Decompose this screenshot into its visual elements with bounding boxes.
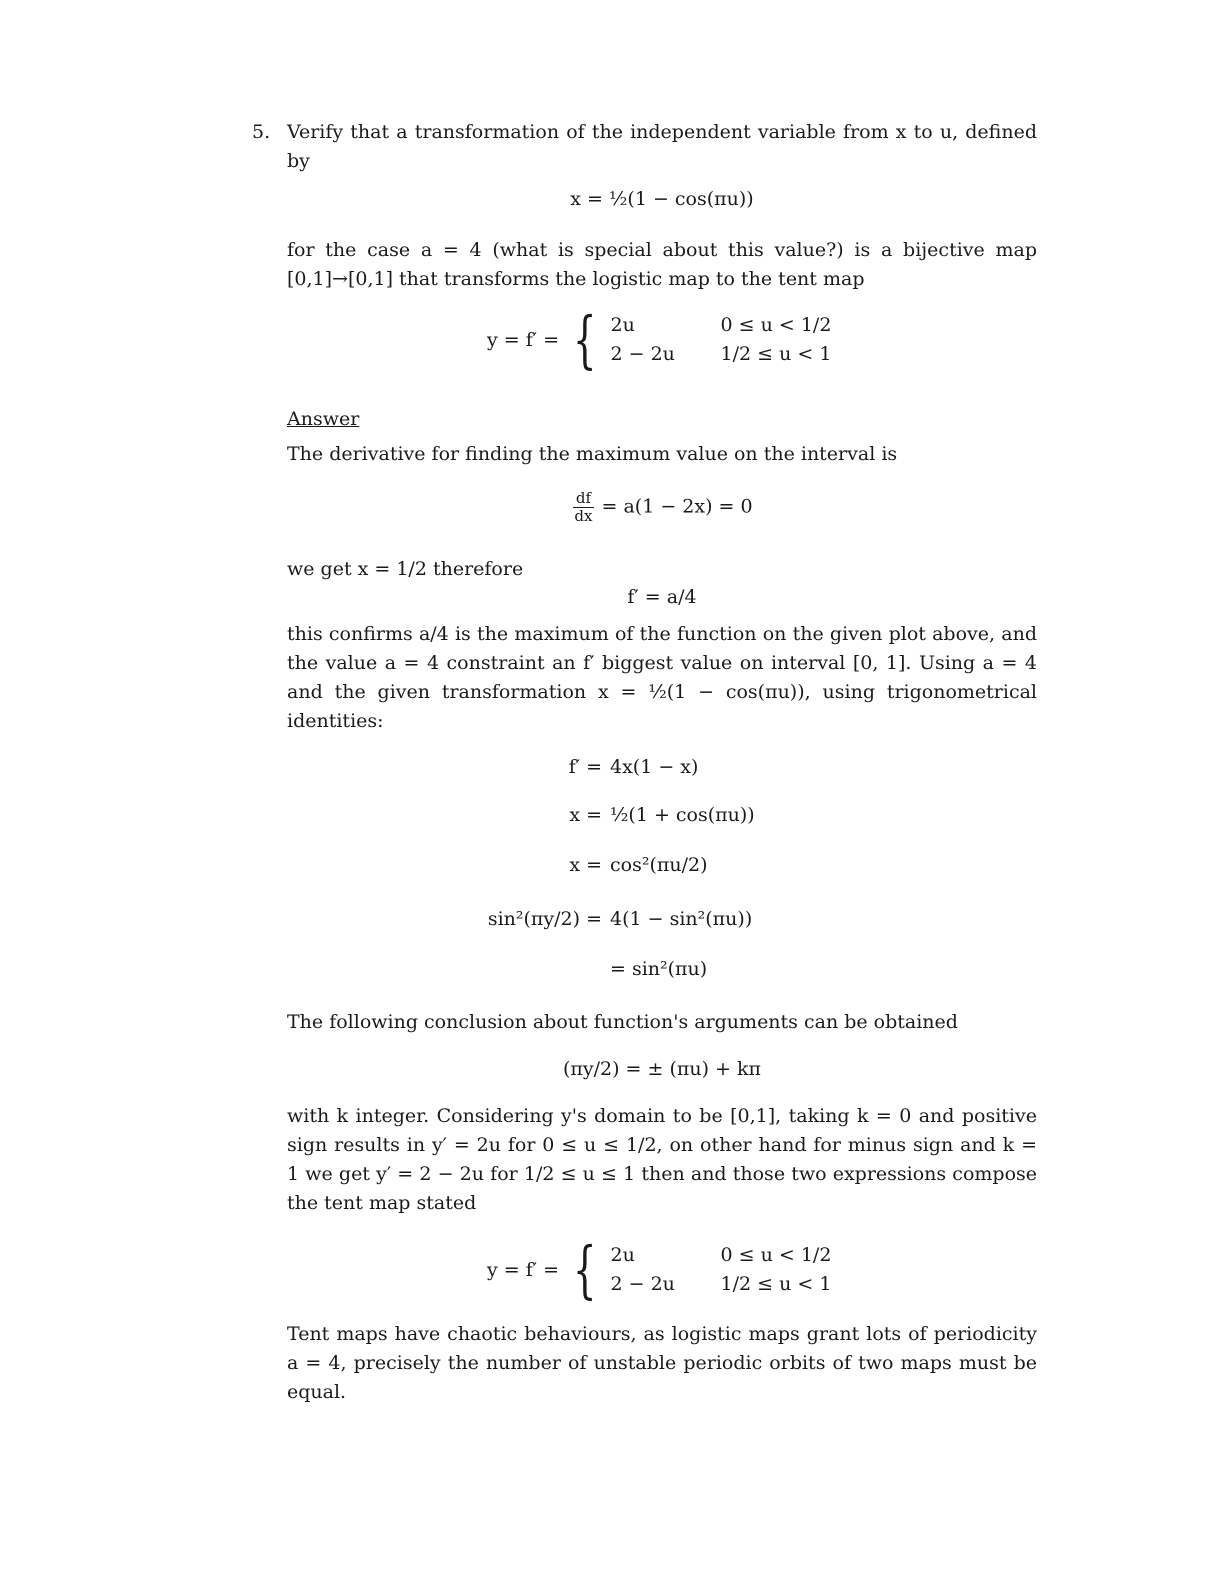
- derivation-row: f′ = 4x(1 − x): [568, 755, 699, 778]
- answer-paragraph-3: this confirms a/4 is the maximum of the function on the given plot above, and the value a = 4 constraint an f′ biggest value on interval [0, 1]. Using a = 4 and the given transformation x = ½(1 − cos(πu)), using trigonometrical identities:: [287, 623, 1037, 732]
- transform-equation: x = ½(1 − cos(πu)): [570, 188, 754, 210]
- answer-paragraph-4: The following conclusion about function's arguments can be obtained: [287, 1011, 958, 1033]
- problem-middle: for the case a = 4 (what is special about this value?) is a bijective map [0,1]→[0,1] that transforms the logistic map to the tent map: [287, 239, 1037, 290]
- derivation-row: sin²(πy/2) = 4(1 − sin²(πu)): [487, 907, 753, 930]
- derivation-row: = sin²(πu): [610, 957, 708, 980]
- problem-number: 5.: [252, 121, 271, 143]
- tent-map-equation: [287, 305, 1037, 375]
- brace-icon: {: [572, 303, 597, 376]
- derivation: [287, 745, 1037, 995]
- tent-map-row: 2u 0 ≤ u < 1/2: [610, 314, 832, 336]
- derivative-equation: $\frac{df}{dx}$ = a(1 − 2x) = 0: [287, 490, 1037, 525]
- answer-paragraph-5: with k integer. Considering y's domain to be [0,1], taking k = 0 and positive sign results in y′ = 2u for 0 ≤ u ≤ 1/2, on other hand for minus sign and k = 1 we get y′ = 2 − 2u for 1/2 ≤ u ≤ 1 then and those two expressions compose the tent map stated: [287, 1105, 1037, 1214]
- tent-map-row: 2u 0 ≤ u < 1/2: [610, 1244, 832, 1266]
- derivation-row: x = ½(1 + cos(πu)): [569, 803, 755, 826]
- tent-map-final-equation: y = f′ = { 2u 0 ≤ u < 1/2 2 − 2u 1/2 ≤ u < 1: [287, 1235, 1037, 1305]
- answer-paragraph-2: we get x = 1/2 therefore: [287, 558, 524, 580]
- derivation-row: x = cos²(πu/2): [569, 853, 708, 876]
- argument-equation: (πy/2) = ± (πu) + kπ: [562, 1058, 762, 1080]
- max-equation: f′ = a/4: [627, 586, 697, 608]
- brace-icon: {: [572, 1233, 597, 1306]
- derivative-fraction: $\frac{df}{dx}$: [574, 489, 593, 525]
- tent-map-row: 2 − 2u 1/2 ≤ u < 1: [610, 343, 832, 365]
- answer-paragraph-1: The derivative for finding the maximum value on the interval is: [287, 443, 898, 465]
- tent-map-lhs: y = f′ =: [487, 328, 560, 351]
- problem-intro: Verify that a transformation of the independent variable from x to u, defined by: [287, 121, 1037, 172]
- tent-map-row: 2 − 2u 1/2 ≤ u < 1: [610, 1273, 832, 1295]
- answer-heading: Answer: [287, 408, 360, 430]
- answer-paragraph-6: Tent maps have chaotic behaviours, as logistic maps grant lots of periodicity a = 4, precisely the number of unstable periodic orbits of two maps must be equal.: [287, 1323, 1037, 1403]
